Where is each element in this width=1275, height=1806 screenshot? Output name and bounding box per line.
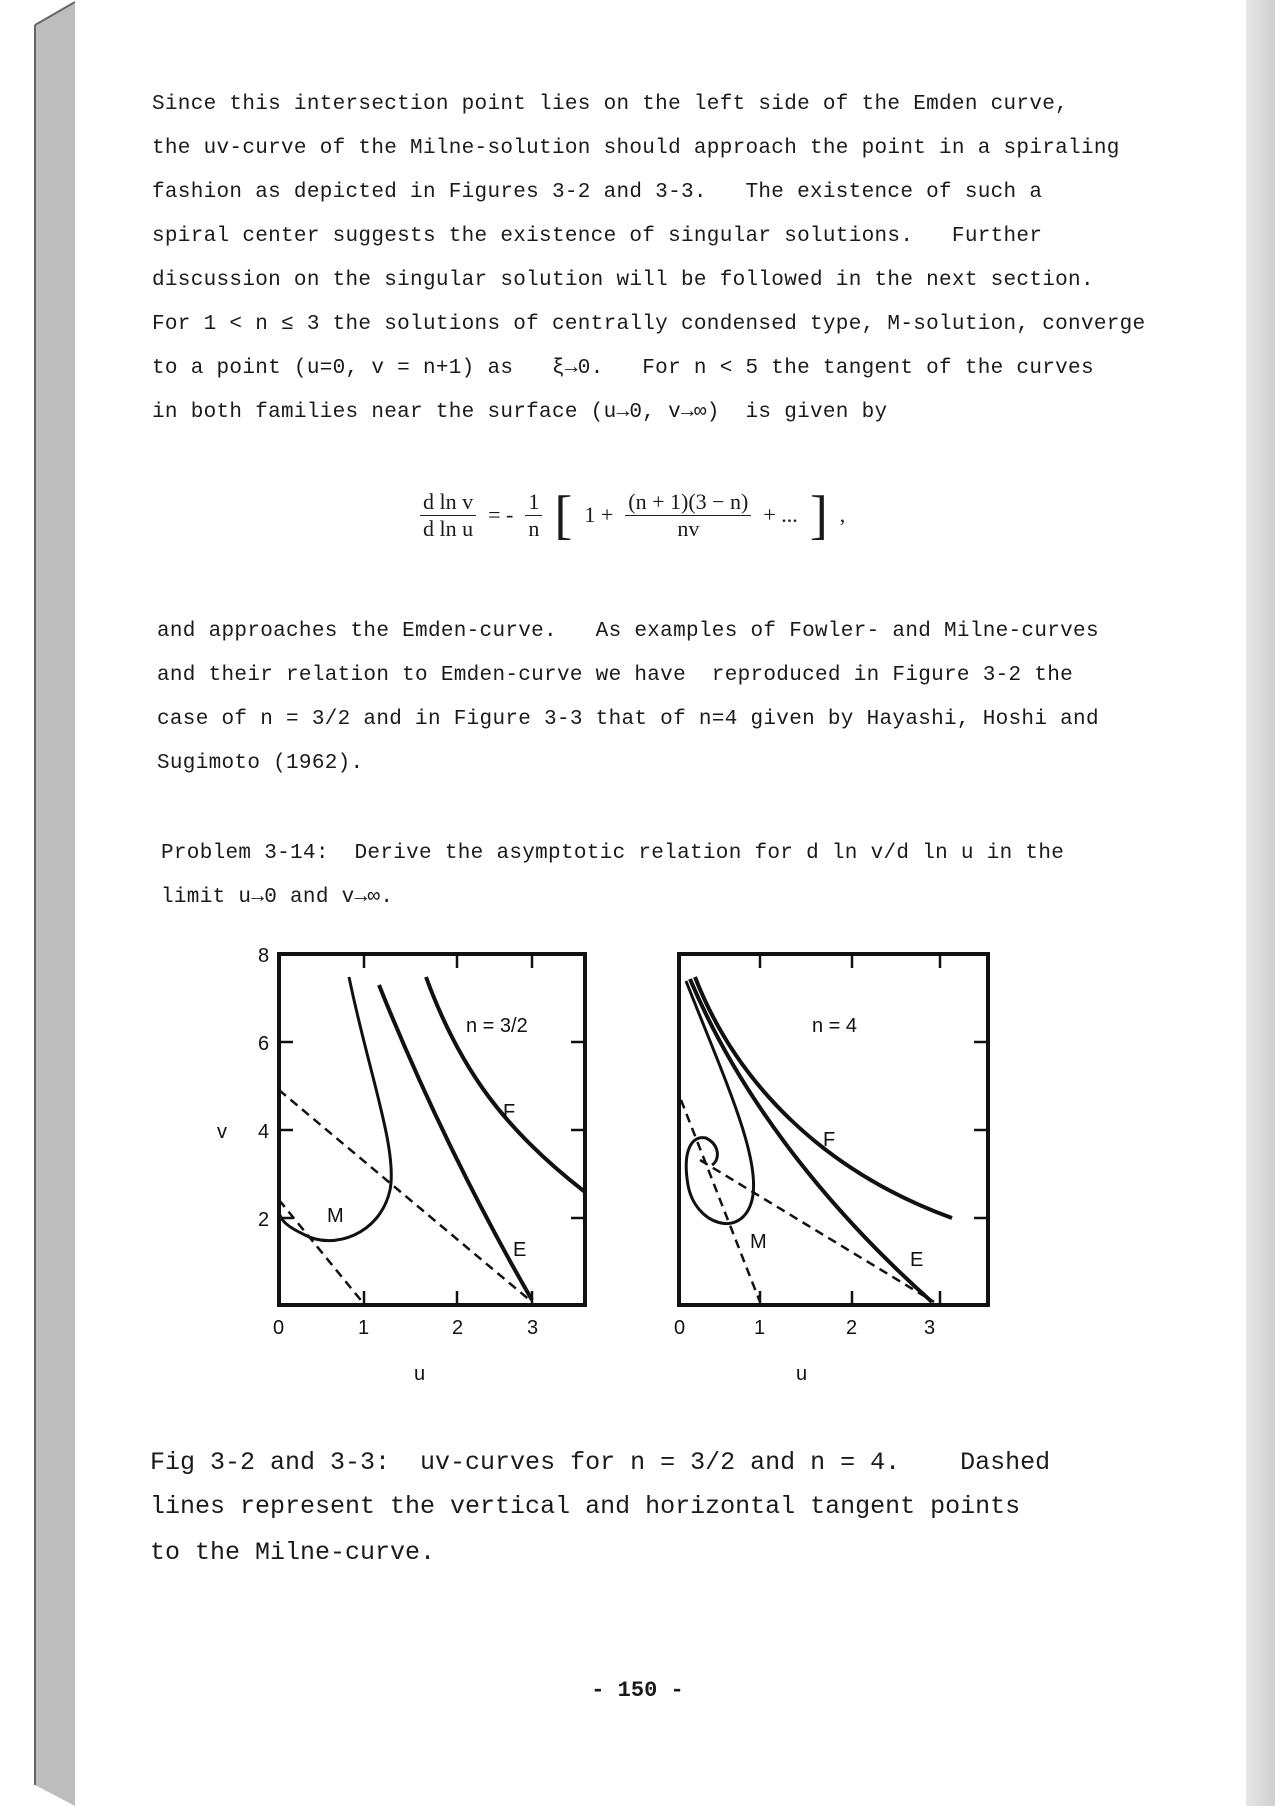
text-line: Sugimoto (1962). — [157, 752, 364, 775]
caption-line: Fig 3-2 and 3-3: uv-curves for n = 3/2 and n = 4. Dashed — [150, 1448, 1051, 1477]
x-tick: 0 — [273, 1317, 285, 1339]
denominator: nv — [677, 515, 700, 541]
numerator: d ln v — [420, 489, 476, 516]
y-tick: 8 — [258, 945, 270, 967]
figure-left-labels — [217, 945, 538, 1385]
text-line: fashion as depicted in Figures 3-2 and 3-3. The existence of such a — [152, 181, 1043, 204]
text-line: in both families near the surface (u→0, v→∞) is given by — [152, 401, 888, 424]
x-tick: 2 — [846, 1317, 858, 1339]
text-line: discussion on the singular solution will be followed in the next section. — [152, 269, 1094, 292]
text-line: Since this intersection point lies on the left side of the Emden curve, — [152, 93, 1069, 116]
y-axis-label: v — [217, 1121, 227, 1143]
text-line: Problem 3-14: Derive the asymptotic relation for d ln v/d ln u in the — [161, 842, 1065, 865]
curve-label: E — [513, 1239, 527, 1261]
y-tick: 4 — [258, 1121, 270, 1143]
ticks — [760, 954, 988, 1305]
close-bracket: ] — [809, 485, 828, 545]
dashed-tangent — [279, 1200, 364, 1304]
x-axis-label: u — [796, 1363, 808, 1385]
x-tick: 1 — [358, 1317, 370, 1339]
text-line: and their relation to Emden-curve we have reproduced in Figure 3-2 the — [157, 664, 1074, 687]
text-line: and approaches the Emden-curve. As examples of Fowler- and Milne-curves — [157, 620, 1099, 643]
curve-label: F — [823, 1129, 836, 1151]
y-tick: 6 — [258, 1033, 270, 1055]
x-tick: 0 — [674, 1317, 686, 1339]
caption-line: lines represent the vertical and horizontal tangent points — [150, 1492, 1021, 1521]
numerator: 1 — [525, 489, 542, 516]
equals-sign: = - — [488, 502, 514, 527]
x-tick: 1 — [754, 1317, 766, 1339]
text-line: For 1 < n ≤ 3 the solutions of centrally condensed type, M-solution, converge — [152, 313, 1146, 336]
curve-label: E — [910, 1249, 924, 1271]
text-line: to a point (u=0, v = n+1) as ξ→0. For n < 5 the tangent of the curves — [152, 357, 1094, 380]
panel-label: n = 4 — [812, 1015, 858, 1037]
denominator: d ln u — [423, 515, 474, 541]
fowler-curve — [695, 977, 952, 1218]
curve-label: F — [503, 1101, 516, 1123]
term: + ... — [763, 502, 798, 527]
x-tick: 2 — [452, 1317, 464, 1339]
figure-right-labels — [674, 1015, 935, 1385]
denominator: n — [528, 515, 540, 541]
curve-label: M — [327, 1205, 344, 1227]
text-line: limit u→0 and v→∞. — [161, 886, 394, 909]
x-tick: 3 — [924, 1317, 936, 1339]
text-line: the uv-curve of the Milne-solution should approach the point in a spiraling — [152, 137, 1120, 160]
milne-curve — [280, 977, 391, 1241]
term: 1 + — [584, 502, 614, 527]
caption-line: to the Milne-curve. — [150, 1538, 436, 1567]
text-line: case of n = 3/2 and in Figure 3-3 that of n=4 given by Hayashi, Hoshi and — [157, 708, 1099, 731]
numerator: (n + 1)(3 − n) — [625, 489, 751, 516]
curve-label: M — [750, 1231, 767, 1253]
x-tick: 3 — [527, 1317, 539, 1339]
figure-left — [279, 954, 585, 1305]
comma: , — [839, 502, 846, 527]
panel-label: n = 3/2 — [466, 1015, 528, 1037]
x-axis-label: u — [414, 1363, 426, 1385]
fowler-curve — [426, 977, 585, 1192]
open-bracket: [ — [554, 485, 573, 545]
page-number: - 150 - — [591, 1678, 684, 1703]
text-line: spiral center suggests the existence of singular solutions. Further — [152, 225, 1043, 248]
y-tick: 2 — [258, 1209, 270, 1231]
dashed-tangent — [279, 1090, 532, 1302]
